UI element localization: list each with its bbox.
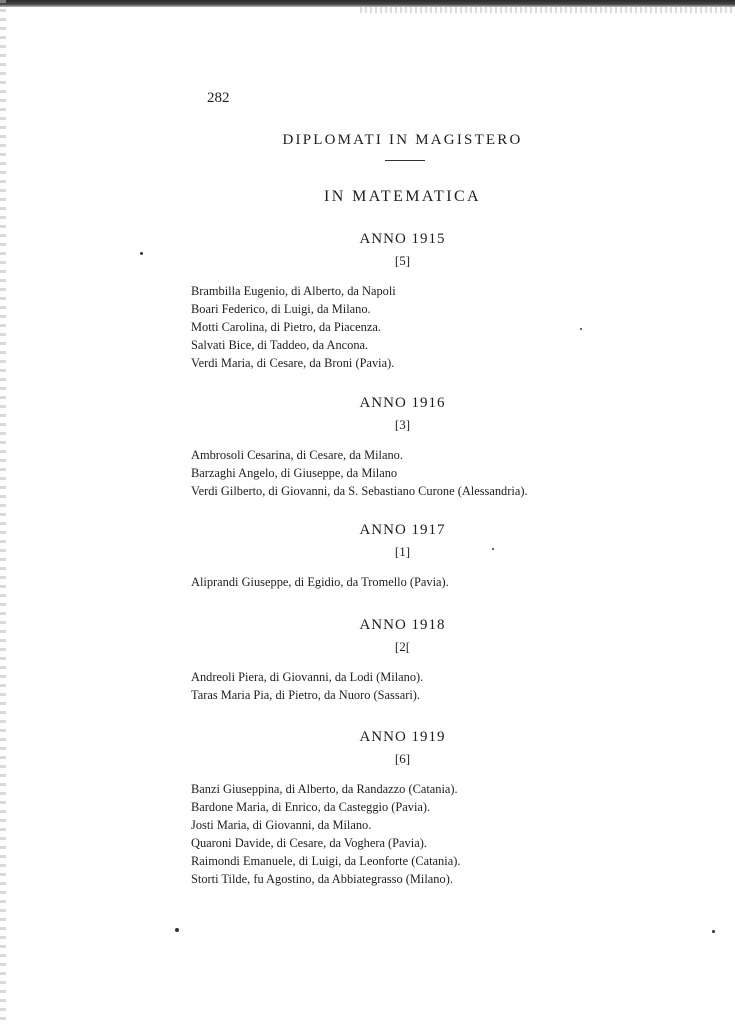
year-heading: ANNO 1919: [359, 729, 446, 745]
graduate-entry: Aliprandi Giuseppe, di Egidio, da Tromello (Pavia).: [191, 575, 449, 589]
graduate-entry: Josti Maria, di Giovanni, da Milano.: [191, 818, 372, 832]
year-heading: ANNO 1916: [359, 395, 446, 411]
graduate-entry: Taras Maria Pia, di Pietro, da Nuoro (Sassari).: [191, 688, 420, 702]
scan-speck: [175, 928, 179, 932]
title-divider: [385, 160, 425, 161]
graduate-entry: Storti Tilde, fu Agostino, da Abbiategrasso (Milano).: [191, 872, 453, 886]
year-section-1919: [0, 726, 735, 888]
page-subtitle: IN MATEMATICA: [324, 188, 481, 205]
year-heading: ANNO 1915: [359, 231, 446, 247]
year-section-1918: [0, 614, 735, 704]
scan-speck: [580, 328, 582, 330]
page-number: 282: [207, 90, 230, 106]
year-section-1915: [0, 228, 735, 372]
graduate-count: [6]: [394, 751, 411, 766]
graduate-entry: Barzaghi Angelo, di Giuseppe, da Milano: [191, 466, 398, 480]
graduate-entry: Ambrosoli Cesarina, di Cesare, da Milano.: [191, 448, 403, 462]
graduate-list: [191, 573, 735, 591]
graduate-list: [191, 282, 735, 372]
year-heading: ANNO 1917: [359, 522, 446, 538]
scan-speck: [492, 548, 494, 550]
graduate-entry: Bardone Maria, di Enrico, da Casteggio (Pavia).: [191, 800, 431, 814]
graduate-count: [1]: [394, 544, 411, 559]
graduate-list: [191, 446, 735, 500]
graduate-count: [2[: [394, 639, 411, 654]
year-heading: ANNO 1918: [359, 617, 446, 633]
graduate-count: [3]: [394, 417, 411, 432]
scan-speck: [712, 930, 715, 933]
graduate-entry: Andreoli Piera, di Giovanni, da Lodi (Milano).: [191, 670, 424, 684]
graduate-entry: Banzi Giuseppina, di Alberto, da Randazzo (Catania).: [191, 782, 458, 796]
graduate-list: [191, 780, 735, 888]
graduate-entry: Verdi Maria, di Cesare, da Broni (Pavia).: [191, 356, 395, 370]
graduate-entry: Salvati Bice, di Taddeo, da Ancona.: [191, 338, 369, 352]
graduate-entry: Verdi Gilberto, di Giovanni, da S. Sebastiano Curone (Alessandria).: [191, 484, 528, 498]
year-section-1916: [0, 392, 735, 500]
graduate-entry: Motti Carolina, di Pietro, da Piacenza.: [191, 320, 381, 334]
scan-top-edge: [0, 0, 735, 7]
graduate-entry: Boari Federico, di Luigi, da Milano.: [191, 302, 371, 316]
graduate-count: [5]: [394, 253, 411, 268]
year-section-1917: [0, 519, 735, 591]
graduate-list: [191, 668, 735, 704]
scan-speck: [140, 252, 143, 255]
graduate-entry: Raimondi Emanuele, di Luigi, da Leonforte (Catania).: [191, 854, 461, 868]
graduate-entry: Quaroni Davide, di Cesare, da Voghera (Pavia).: [191, 836, 427, 850]
page-title: DIPLOMATI IN MAGISTERO: [282, 132, 523, 148]
graduate-entry: Brambilla Eugenio, di Alberto, da Napoli: [191, 284, 396, 298]
scan-top-edge-noise: [360, 7, 735, 13]
